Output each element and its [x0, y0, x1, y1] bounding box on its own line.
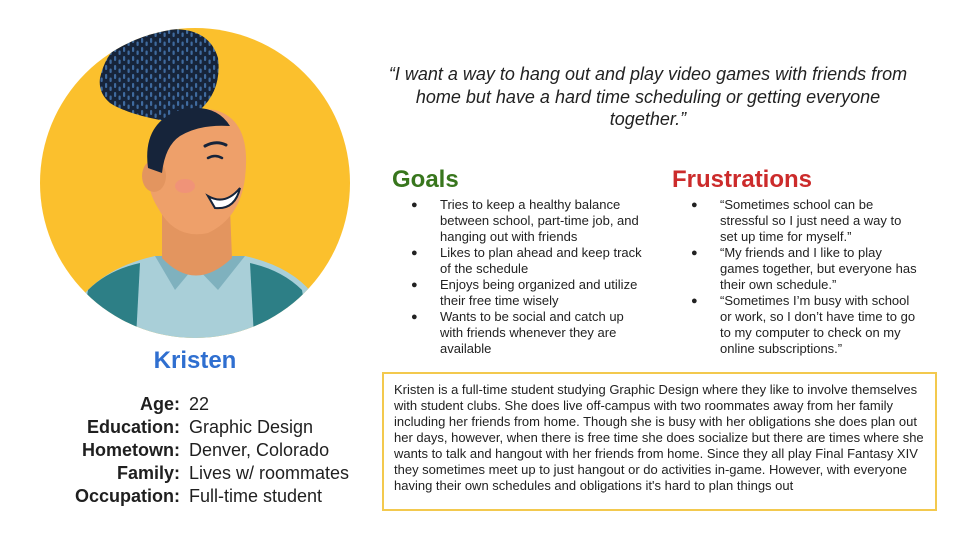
- persona-bio: Kristen is a full-time student studying Graphic Design where they like to involve themselves with student clubs. She does live off-campus with two roommates away from her family including her friends from home. Though she is busy with her obligations she does plan out her days, however, when there is free time she does socialize but there are times where she wants to talk and hangout with her friends from home. Since they all play Final Fantasy XIV they sometimes meet up to just hangout or do activities in-game. However, with everyone having their own schedules and obligations it's hard to plan things out: [382, 372, 937, 511]
- frustration-text: “My friends and I like to play games together, but everyone has their own schedule.”: [720, 245, 917, 292]
- bullet-icon: ●: [691, 295, 698, 307]
- frustration-item: [682, 245, 922, 293]
- age-label: Age:: [140, 394, 180, 414]
- bullet-icon: ●: [691, 199, 698, 211]
- bullet-icon: ●: [411, 279, 418, 291]
- frustration-item: [682, 293, 922, 357]
- education-label: Education:: [87, 417, 180, 437]
- frustration-item: [682, 197, 922, 245]
- goals-list: [402, 197, 642, 357]
- persona-field-values: [189, 393, 379, 508]
- goal-text: Wants to be social and catch up with friends whenever they are available: [440, 309, 624, 356]
- education-value: Graphic Design: [189, 417, 314, 437]
- persona-quote: “I want a way to hang out and play video games with friends from home but have a hard time scheduling or getting everyone together.”: [388, 64, 908, 129]
- goal-item: [402, 245, 642, 277]
- bullet-icon: ●: [411, 311, 418, 323]
- goal-item: [402, 309, 642, 357]
- family-label: Family:: [116, 463, 180, 483]
- occupation-value: Full-time student: [189, 486, 323, 506]
- goal-item: [402, 277, 642, 309]
- frustrations-heading: Frustrations: [672, 166, 813, 193]
- bullet-icon: ●: [411, 199, 418, 211]
- age-value: 22: [189, 394, 210, 414]
- hometown-label: Hometown:: [82, 440, 180, 460]
- bullet-icon: ●: [691, 247, 698, 259]
- occupation-label: Occupation:: [74, 486, 180, 506]
- frustrations-list: [682, 197, 922, 357]
- frustration-text: “Sometimes I’m busy with school or work, so I don’t have time to go to my computer to check on my online subscriptions.”: [720, 293, 916, 356]
- family-value: Lives w/ roommates: [189, 463, 350, 483]
- frustration-text: “Sometimes school can be stressful so I just need a way to set up time for myself.”: [720, 197, 902, 244]
- goal-text: Likes to plan ahead and keep track of the schedule: [440, 245, 642, 276]
- persona-field-labels: [40, 393, 180, 508]
- persona-name: Kristen: [153, 347, 237, 374]
- hometown-value: Denver, Colorado: [189, 440, 330, 460]
- goals-heading: Goals: [392, 166, 459, 193]
- goal-text: Tries to keep a healthy balance between school, part-time job, and hanging out with friends: [440, 197, 639, 244]
- goal-text: Enjoys being organized and utilize their free time wisely: [440, 277, 638, 308]
- goal-item: [402, 197, 642, 245]
- persona-avatar: [40, 28, 350, 338]
- bullet-icon: ●: [411, 247, 418, 259]
